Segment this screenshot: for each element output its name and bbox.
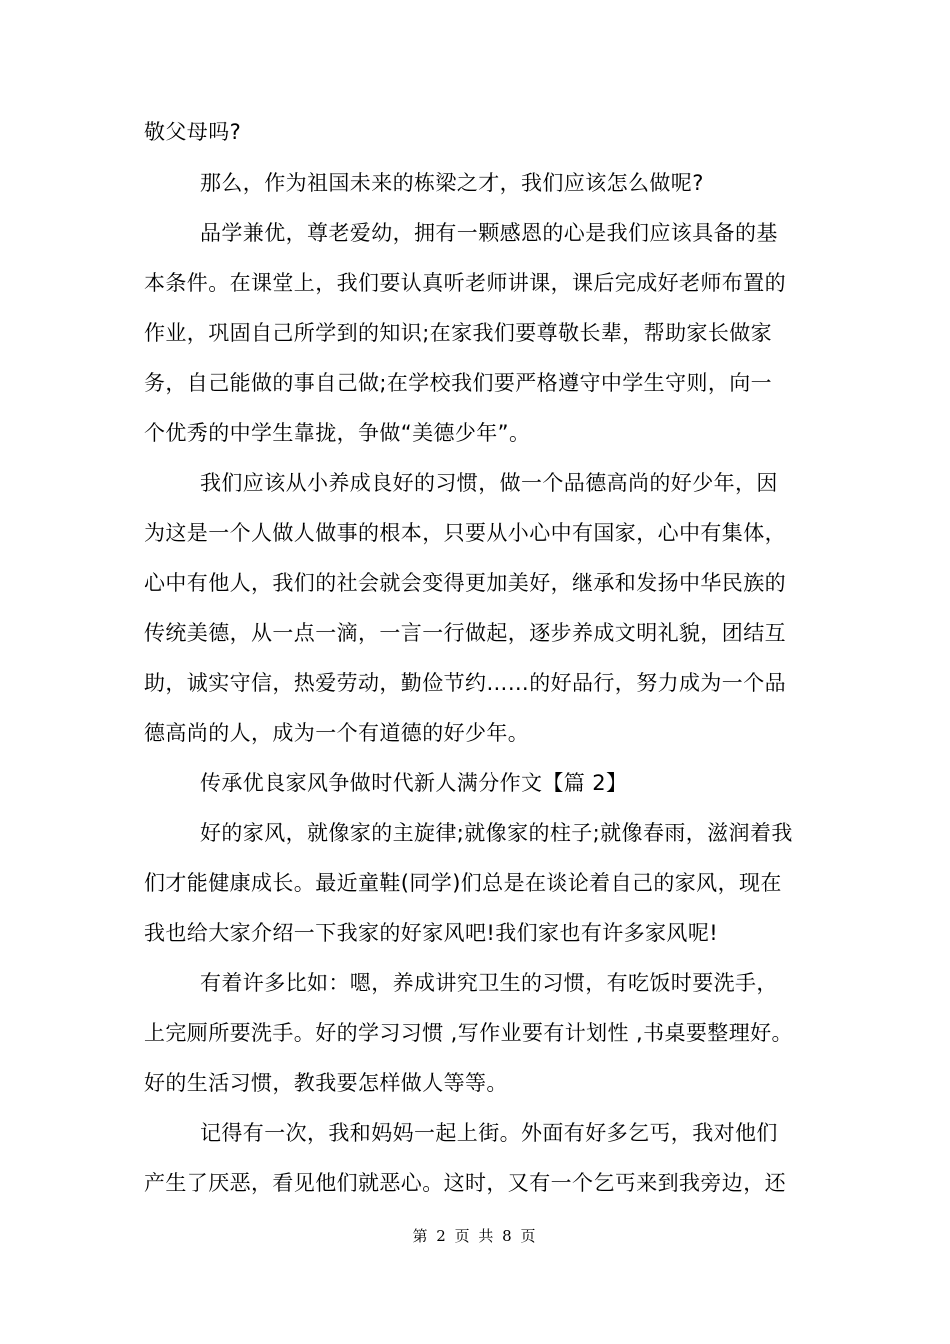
- text-line: 记得有一次，我和妈妈一起上街。外面有好多乞丐，我对他们: [200, 1121, 778, 1145]
- text-line: 助，诚实守信，热爱劳动，勤俭节约……的好品行，努力成为一个品: [144, 671, 786, 695]
- text-line: 们才能健康成长。最近童鞋(同学)们总是在谈论着自己的家风，现在: [144, 871, 782, 895]
- text-line: 产生了厌恶，看见他们就恶心。这时，又有一个乞丐来到我旁边，还: [144, 1171, 786, 1195]
- text-line: 作业，巩固自己所学到的知识;在家我们要尊敬长辈，帮助家长做家: [144, 321, 773, 345]
- text-line: 个优秀的中学生靠拢，争做“美德少年”。: [144, 421, 531, 445]
- text-line: 有着许多比如：嗯，养成讲究卫生的习惯，有吃饭时要洗手，: [200, 971, 778, 995]
- text-line: 传统美德，从一点一滴，一言一行做起，逐步养成文明礼貌，团结互: [144, 621, 786, 645]
- page-number: 第 2 页 共 8 页: [412, 1227, 538, 1245]
- text-line: 敬父母吗?: [144, 120, 242, 144]
- text-line: 上完厕所要洗手。好的学习习惯 ,写作业要有计划性 ,书桌要整理好。: [144, 1021, 793, 1045]
- text-line: 为这是一个人做人做事的根本，只要从小心中有国家，心中有集体，: [144, 521, 786, 545]
- text-line: 德高尚的人，成为一个有道德的好少年。: [144, 721, 530, 745]
- text-line: 那么，作为祖国未来的栋梁之才，我们应该怎么做呢?: [200, 171, 704, 195]
- text-line: 好的生活习惯，教我要怎样做人等等。: [144, 1071, 508, 1095]
- text-line: 本条件。在课堂上，我们要认真听老师讲课，课后完成好老师布置的: [144, 271, 786, 295]
- text-line: 心中有他人，我们的社会就会变得更加美好，继承和发扬中华民族的: [144, 571, 786, 595]
- section-heading: 传承优良家风争做时代新人满分作文【篇 2】: [200, 771, 628, 795]
- text-line: 务，自己能做的事自己做;在学校我们要严格遵守中学生守则，向一: [144, 371, 773, 395]
- text-line: 我们应该从小养成良好的习惯，做一个品德高尚的好少年，因: [200, 471, 778, 495]
- text-line: 好的家风，就像家的主旋律;就像家的柱子;就像春雨，滋润着我: [200, 821, 793, 845]
- text-line: 品学兼优，尊老爱幼，拥有一颗感恩的心是我们应该具备的基: [200, 221, 778, 245]
- text-line: 我也给大家介绍一下我家的好家风吧!我们家也有许多家风呢!: [144, 921, 719, 945]
